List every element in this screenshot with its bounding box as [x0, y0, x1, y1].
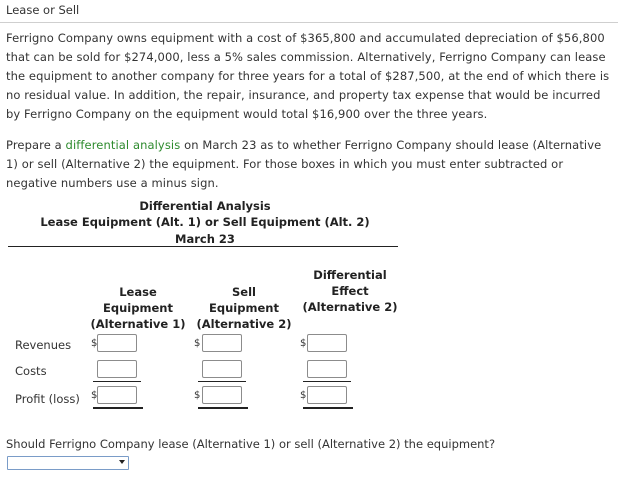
lease-profit-input[interactable]	[97, 386, 137, 404]
currency-sign: $	[194, 390, 201, 401]
instructions-before-link: Prepare a	[6, 138, 66, 152]
sell-costs-input[interactable]	[202, 360, 242, 378]
differential-profit-input[interactable]	[307, 386, 347, 404]
column-header-lease-line2: Equipment	[103, 301, 173, 315]
sell-profit-input[interactable]	[202, 386, 242, 404]
subtotal-rule	[93, 381, 141, 382]
currency-sign: $	[194, 338, 201, 349]
subtotal-rule	[303, 381, 351, 382]
instructions-after-link: on March 23 as to whether Ferrigno Company should lease (Alternative 1) or sell (Alternative 2) the equipment. For those boxes in which you must enter subtracted or negative numbers use a minus sign.	[6, 138, 602, 190]
column-header-diff-line2: Effect	[331, 284, 369, 298]
column-header-lease	[86, 284, 190, 332]
problem-text: Ferrigno Company owns equipment with a cost of $365,800 and accumulated depreciation of $56,800 that can be sold for $274,000, less a 5% sales commission. Alternatively, Ferrigno Company can lease the equipment to another company for three years for a total of $287,500, at the end of which there is no residual value. In addition, the repair, insurance, and property tax expense that would be incurred by Ferrigno Company on the equipment would total $16,900 over the three years.	[6, 31, 610, 121]
row-label-revenues: Revenues	[15, 338, 72, 352]
analysis-date: March 23	[175, 232, 235, 246]
currency-sign: $	[300, 338, 307, 349]
column-header-lease-line3: (Alternative 1)	[90, 317, 186, 331]
column-header-differential	[296, 267, 404, 315]
title-divider	[0, 22, 618, 23]
lease-revenues-input[interactable]	[97, 334, 137, 352]
currency-sign: $	[91, 390, 98, 401]
page-title: Lease or Sell	[6, 3, 80, 17]
analysis-heading: Differential Analysis	[139, 199, 271, 213]
column-header-diff-line3: (Alternative 2)	[302, 300, 398, 314]
column-header-lease-line1: Lease	[119, 285, 157, 299]
column-header-sell-line2: Equipment	[209, 301, 279, 315]
column-header-sell-line3: (Alternative 2)	[196, 317, 292, 331]
question-text: Should Ferrigno Company lease (Alternative 1) or sell (Alternative 2) the equipment?	[6, 437, 496, 451]
column-header-diff-line1: Differential	[313, 268, 387, 282]
differential-costs-input[interactable]	[307, 360, 347, 378]
column-header-sell	[192, 284, 296, 332]
row-label-profit: Profit (loss)	[15, 392, 80, 406]
differential-revenues-input[interactable]	[307, 334, 347, 352]
currency-sign: $	[91, 338, 98, 349]
row-label-costs: Costs	[15, 364, 47, 378]
subtotal-rule	[198, 381, 246, 382]
total-rule	[303, 407, 353, 409]
analysis-subheading: Lease Equipment (Alt. 1) or Sell Equipment (Alt. 2)	[40, 215, 370, 229]
total-rule	[93, 407, 143, 409]
total-rule	[198, 407, 248, 409]
column-header-sell-line1: Sell	[232, 285, 256, 299]
lease-costs-input[interactable]	[97, 360, 137, 378]
heading-rule	[8, 246, 398, 247]
answer-dropdown[interactable]	[7, 456, 129, 470]
sell-revenues-input[interactable]	[202, 334, 242, 352]
chevron-down-icon	[119, 460, 125, 464]
differential-analysis-link[interactable]: differential analysis	[65, 138, 181, 152]
instructions-text	[6, 136, 614, 193]
currency-sign: $	[300, 390, 307, 401]
